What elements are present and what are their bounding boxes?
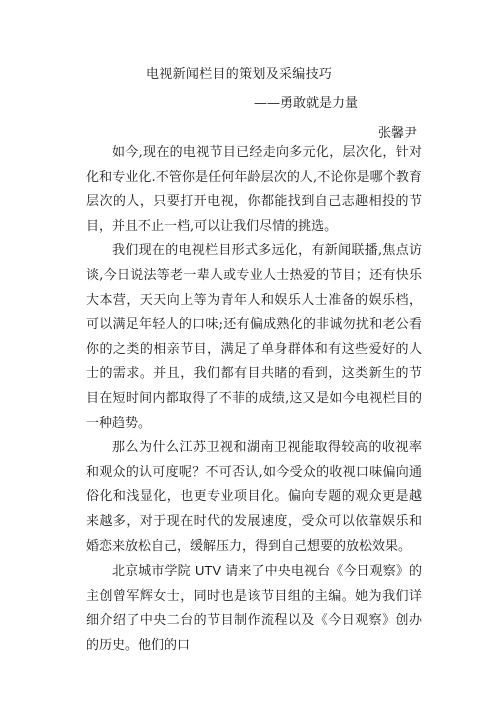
document-subtitle: ——勇敢就是力量 — [254, 96, 359, 111]
utv-text: UTV — [195, 563, 221, 579]
document-author: 张馨尹 — [378, 126, 418, 141]
paragraph: 如今,现在的电视节目已经走向多元化，层次化，针对化和专业化.不管你是任何年龄层次的人,不论你是哪个教育层次的人，只要打开电视，你都能找到自己志趣相投的节目，并且不止一档,可以让我们尽情的挑选。 — [86, 145, 422, 234]
paragraph-text-start: 北京城市学院 — [112, 564, 195, 580]
paragraph: 我们现在的电视栏目形式多远化，有新闻联播,焦点访谈,今日说法等老一辈人或专业人士热爱的节目；还有快乐大本营，天天向上等为青年人和娱乐人士准备的娱乐档，可以满足年轻人的口味;还有偏成熟化的非诚勿扰和老公看你的之类的相亲节目，满足了单身群体和有这些爱好的人士的需求。并且，我们都有目共睹的看到，这类新生的节目在短时间内都取得了不菲的成绩,这又是如今电视栏目的一种趋势。 — [86, 243, 422, 431]
paragraph — [86, 559, 422, 658]
document-title: 电视新闻栏目的策划及采编技巧 — [146, 67, 333, 82]
paragraph: 那么为什么江苏卫视和湖南卫视能取得较高的收视率和观众的认可度呢？不可否认,如今受众的收视口味偏向通俗化和浅显化，也更专业项目化。偏向专题的观众更是越来越多，对于现在时代的发展速度，受众可以依靠娱乐和婚恋来放松自己，缓解压力，得到自己想要的放松效果。 — [86, 440, 422, 554]
document-body — [86, 141, 422, 658]
paragraph-text-end: 请来了中央电视台《今日观察》的主创曾军辉女士，同时也是该节目组的主编。她为我们详细介绍了中央二台的节目制作流程以及《今日观察》创办的历史。他们的口 — [86, 564, 422, 653]
